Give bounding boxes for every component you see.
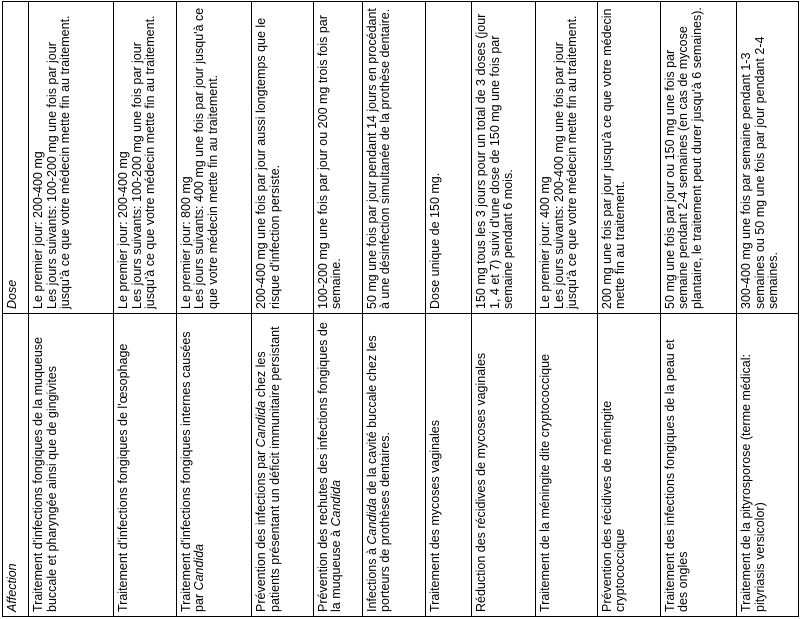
affection-cell: Traitement de la pityrosporose (terme médical: pityriasis versicolor) bbox=[737, 314, 799, 617]
affection-cell: Prévention des infections par Candida chez les patients présentant un déficit immunitaire persistant bbox=[252, 314, 314, 617]
dose-line: 150 mg tous les 3 jours pour un total de 3 doses (jour 1, 4 et 7) suivi d'une dose de 150 mg une fois par semaine pendant 6 mois. bbox=[474, 13, 516, 309]
dosage-table bbox=[2, 1, 799, 617]
header-affection: Affection bbox=[3, 314, 29, 617]
table-row bbox=[425, 2, 472, 617]
affection-cell: Traitement de la méningite dite cryptococcique bbox=[536, 314, 598, 617]
affection-cell: Traitement des infections fongiques de la peau et des ongles bbox=[660, 314, 737, 617]
table-row bbox=[536, 2, 598, 617]
table-row bbox=[252, 2, 314, 617]
dose-cell bbox=[252, 2, 314, 314]
dose-line: Le premier jour: 200-400 mg bbox=[116, 151, 131, 309]
dose-line: Les jours suivants: 100-200 mg une fois par jour jusqu'à ce que votre médecin mette fin au traitement. bbox=[129, 15, 158, 309]
affection-cell: Traitement d'infections fongiques internes causées par Candida bbox=[176, 314, 252, 617]
table-row bbox=[362, 2, 425, 617]
dose-line: Les jours suivants: 200-400 mg une fois par jour jusqu'à ce que votre médecin mette fin au traitement. bbox=[551, 15, 580, 309]
table-row bbox=[660, 2, 737, 617]
dose-line: Les jours suivants: 400 mg une fois par jour jusqu'à ce que votre médecin mette fin au traitement. bbox=[192, 7, 220, 309]
dose-cell bbox=[313, 2, 362, 314]
dose-line: Le premier jour: 800 mg bbox=[178, 176, 193, 309]
table-row bbox=[597, 2, 660, 617]
dose-line: 200 mg une fois par jour jusqu'à ce que votre médecin mette fin au traitement. bbox=[599, 8, 628, 309]
dose-cell bbox=[114, 2, 177, 314]
affection-cell: Traitement d'infections fongiques de l'œsophage bbox=[114, 314, 177, 617]
affection-cell: Traitement des mycoses vaginales bbox=[425, 314, 472, 617]
affection-cell: Traitement d'infections fongiques de la muqueuse buccale et pharyngée ainsi que de gingivites bbox=[29, 314, 114, 617]
dose-cell bbox=[472, 2, 536, 314]
affection-cell: Infections à Candida de la cavité buccale chez les porteurs de prothèses dentaires. bbox=[362, 314, 425, 617]
dose-line: Le premier jour: 400 mg bbox=[538, 176, 553, 309]
table-row bbox=[472, 2, 536, 617]
dose-line: 200-400 mg une fois par jour aussi longtemps que le risque d'infection persiste. bbox=[254, 17, 282, 309]
affection-cell: Réduction des récidives de mycoses vaginales bbox=[472, 314, 536, 617]
dose-cell bbox=[425, 2, 472, 314]
table-row bbox=[114, 2, 177, 617]
dose-cell bbox=[597, 2, 660, 314]
dose-line: 50 mg une fois par jour ou 150 mg une fois par semaine pendant 2-4 semaines (en cas de mycose plantaire, le traitement peut durer jusqu'à 6 semaines). bbox=[662, 7, 704, 309]
dose-line: Les jours suivants: 100-200 mg une fois par jour jusqu'à ce que votre médecin mette fin au traitement. bbox=[44, 15, 72, 309]
dose-cell bbox=[176, 2, 252, 314]
dose-cell bbox=[29, 2, 114, 314]
table-row bbox=[29, 2, 114, 617]
dose-cell bbox=[660, 2, 737, 314]
dose-line: 100-200 mg une fois par jour ou 200 mg trois fois par semaine. bbox=[315, 15, 344, 309]
affection-cell: Prévention des récidives de méningite cryptococcique bbox=[597, 314, 660, 617]
dose-line: Le premier jour: 200-400 mg bbox=[31, 151, 45, 309]
dose-cell bbox=[362, 2, 425, 314]
affection-cell: Prévention des rechutes des infections fongiques de la muqueuse à Candida bbox=[313, 314, 362, 617]
table-row bbox=[176, 2, 252, 617]
header-dose: Dose bbox=[3, 2, 29, 314]
table-row bbox=[313, 2, 362, 617]
dose-line: 300-400 mg une fois par semaine pendant 1-3 semaines ou 50 mg une fois par jour pendant 2-4 semaines. bbox=[739, 36, 781, 309]
dose-line: Dose unique de 150 mg. bbox=[427, 172, 442, 309]
table-row bbox=[737, 2, 799, 617]
dose-cell bbox=[536, 2, 598, 314]
table-header-row bbox=[3, 2, 29, 617]
dose-cell bbox=[737, 2, 799, 314]
dose-line: 50 mg une fois par jour pendant 14 jours en procédant à une désinfection simultanée de la prothèse dentaire. bbox=[364, 8, 393, 309]
